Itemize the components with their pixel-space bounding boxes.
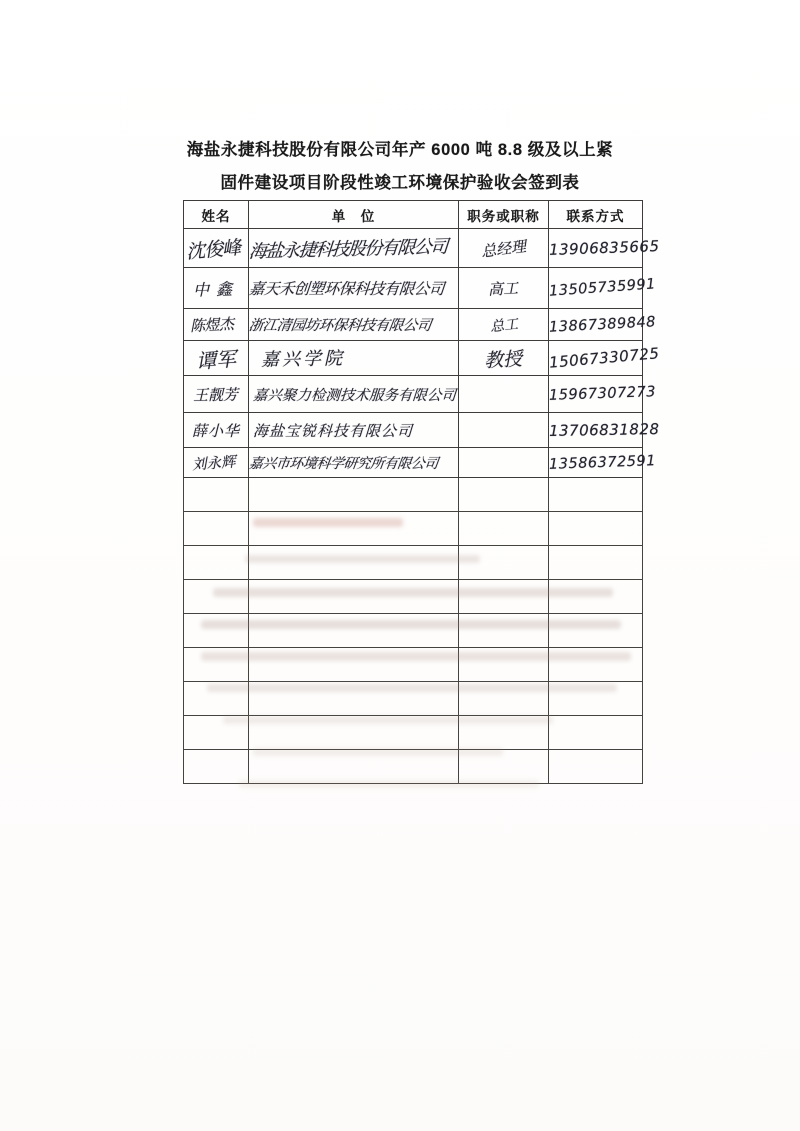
empty-cell bbox=[549, 478, 643, 512]
attendee-unit-handwriting: 嘉天禾创塑环保科技有限公司 bbox=[248, 280, 445, 298]
attendee-phone-handwriting: 13867389848 bbox=[548, 313, 657, 336]
attendee-phone-handwriting: 15067330725 bbox=[548, 343, 661, 372]
attendee-title-cell bbox=[459, 413, 549, 448]
empty-cell bbox=[549, 750, 643, 784]
empty-cell bbox=[249, 614, 459, 648]
document-title bbox=[0, 134, 800, 200]
empty-cell bbox=[459, 478, 549, 512]
table-row-empty bbox=[184, 716, 643, 750]
attendee-phone-handwriting: 13586372591 bbox=[548, 452, 657, 473]
header-unit: 单 位 bbox=[249, 201, 459, 229]
empty-cell bbox=[549, 546, 643, 580]
attendee-title-cell bbox=[459, 376, 549, 413]
table-row-empty bbox=[184, 546, 643, 580]
empty-cell bbox=[184, 716, 249, 750]
attendee-name-handwriting: 陈煜杰 bbox=[189, 314, 235, 336]
attendee-name-handwriting: 薛小华 bbox=[191, 421, 240, 440]
attendee-title-cell bbox=[459, 341, 549, 376]
attendee-name-cell bbox=[184, 341, 249, 376]
attendee-name-cell bbox=[184, 309, 249, 341]
attendee-title-cell bbox=[459, 268, 549, 309]
table-row bbox=[184, 268, 643, 309]
empty-cell bbox=[184, 614, 249, 648]
empty-cell bbox=[249, 648, 459, 682]
header-name: 姓名 bbox=[184, 201, 249, 229]
table-row bbox=[184, 413, 643, 448]
empty-cell bbox=[184, 546, 249, 580]
attendee-title-handwriting: 总经理 bbox=[480, 236, 527, 261]
attendee-phone-cell bbox=[548, 341, 661, 376]
empty-cell bbox=[459, 682, 549, 716]
empty-cell bbox=[249, 716, 459, 750]
empty-cell bbox=[249, 512, 459, 546]
attendee-name-cell bbox=[184, 268, 249, 309]
empty-cell bbox=[249, 546, 459, 580]
attendee-phone-handwriting: 13505735991 bbox=[548, 276, 657, 300]
attendee-unit-handwriting: 浙江清园坊环保科技有限公司 bbox=[247, 318, 432, 334]
table-row-empty bbox=[184, 682, 643, 716]
attendee-unit-handwriting: 嘉兴学院 bbox=[260, 348, 346, 371]
empty-cell bbox=[184, 648, 249, 682]
signin-table-body bbox=[184, 229, 661, 784]
attendee-phone-cell bbox=[548, 268, 657, 309]
attendee-name-handwriting: 谭军 bbox=[195, 346, 237, 373]
attendee-unit-handwriting: 嘉兴聚力检测技术服务有限公司 bbox=[252, 387, 457, 404]
attendee-name-handwriting: 刘永辉 bbox=[191, 454, 237, 474]
attendee-unit-handwriting: 海盐永捷科技股份有限公司 bbox=[248, 236, 448, 263]
attendee-title-handwriting: 高工 bbox=[488, 278, 519, 299]
empty-cell bbox=[549, 716, 643, 750]
signin-table bbox=[183, 200, 661, 784]
empty-cell bbox=[184, 682, 249, 716]
empty-cell bbox=[459, 648, 549, 682]
empty-cell bbox=[549, 614, 643, 648]
attendee-unit-cell bbox=[249, 448, 459, 478]
empty-cell bbox=[184, 750, 249, 784]
signin-table-header bbox=[184, 201, 643, 229]
empty-cell bbox=[459, 716, 549, 750]
empty-cell bbox=[459, 580, 549, 614]
empty-cell bbox=[459, 750, 549, 784]
attendee-title-handwriting: 总工 bbox=[488, 316, 519, 335]
table-row bbox=[184, 229, 643, 268]
attendee-phone-handwriting: 15967307273 bbox=[548, 384, 657, 404]
table-row bbox=[184, 309, 643, 341]
attendee-unit-cell bbox=[249, 268, 459, 309]
attendee-phone-cell bbox=[548, 309, 657, 341]
empty-cell bbox=[459, 614, 549, 648]
table-row-empty bbox=[184, 614, 643, 648]
table-row-empty bbox=[184, 512, 643, 546]
signin-table-grid bbox=[183, 200, 661, 784]
empty-cell bbox=[184, 478, 249, 512]
empty-cell bbox=[249, 580, 459, 614]
attendee-phone-cell bbox=[548, 448, 657, 478]
empty-cell bbox=[249, 750, 459, 784]
attendee-name-cell bbox=[184, 448, 249, 478]
empty-cell bbox=[549, 682, 643, 716]
attendee-name-handwriting: 中鑫 bbox=[192, 278, 240, 300]
attendee-phone-cell bbox=[548, 376, 657, 413]
empty-cell bbox=[459, 546, 549, 580]
attendee-title-cell bbox=[459, 309, 549, 341]
empty-cell bbox=[549, 648, 643, 682]
attendee-title-handwriting: 教授 bbox=[484, 347, 524, 372]
table-row-empty bbox=[184, 750, 643, 784]
document-title-line1: 海盐永捷科技股份有限公司年产 6000 吨 8.8 级及以上紧 bbox=[186, 141, 614, 159]
attendee-name-cell bbox=[184, 229, 249, 268]
attendee-phone-cell bbox=[548, 229, 660, 268]
table-row-empty bbox=[184, 580, 643, 614]
empty-cell bbox=[549, 580, 643, 614]
header-title: 职务或职称 bbox=[459, 201, 549, 229]
attendee-unit-handwriting: 海盐宝锐科技有限公司 bbox=[252, 421, 414, 440]
header-row bbox=[184, 201, 643, 229]
attendee-phone-cell bbox=[548, 413, 660, 448]
attendee-unit-cell bbox=[249, 229, 459, 268]
empty-cell bbox=[184, 580, 249, 614]
table-row bbox=[184, 448, 643, 478]
table-row bbox=[184, 376, 643, 413]
header-contact: 联系方式 bbox=[549, 201, 643, 229]
attendee-unit-handwriting: 嘉兴市环境科学研究所有限公司 bbox=[247, 455, 439, 472]
attendee-unit-cell bbox=[249, 413, 459, 448]
attendee-name-cell bbox=[184, 376, 249, 413]
attendee-unit-cell bbox=[249, 309, 459, 341]
document-title-line2: 固件建设项目阶段性竣工环境保护验收会签到表 bbox=[220, 174, 580, 192]
attendee-name-handwriting: 王靓芳 bbox=[193, 385, 239, 404]
empty-cell bbox=[549, 512, 643, 546]
attendee-unit-cell bbox=[249, 376, 459, 413]
empty-cell bbox=[249, 478, 459, 512]
empty-cell bbox=[459, 512, 549, 546]
attendee-title-cell bbox=[459, 448, 549, 478]
empty-cell bbox=[184, 512, 249, 546]
attendee-name-cell bbox=[184, 413, 249, 448]
table-row-empty bbox=[184, 648, 643, 682]
attendee-title-cell bbox=[459, 229, 549, 268]
table-row-empty bbox=[184, 478, 643, 512]
attendee-phone-handwriting: 13706831828 bbox=[548, 419, 660, 440]
attendee-name-handwriting: 沈俊峰 bbox=[185, 236, 241, 263]
attendee-unit-cell bbox=[249, 341, 459, 376]
attendee-phone-handwriting: 13906835665 bbox=[548, 236, 660, 259]
table-row bbox=[184, 341, 643, 376]
empty-cell bbox=[249, 682, 459, 716]
